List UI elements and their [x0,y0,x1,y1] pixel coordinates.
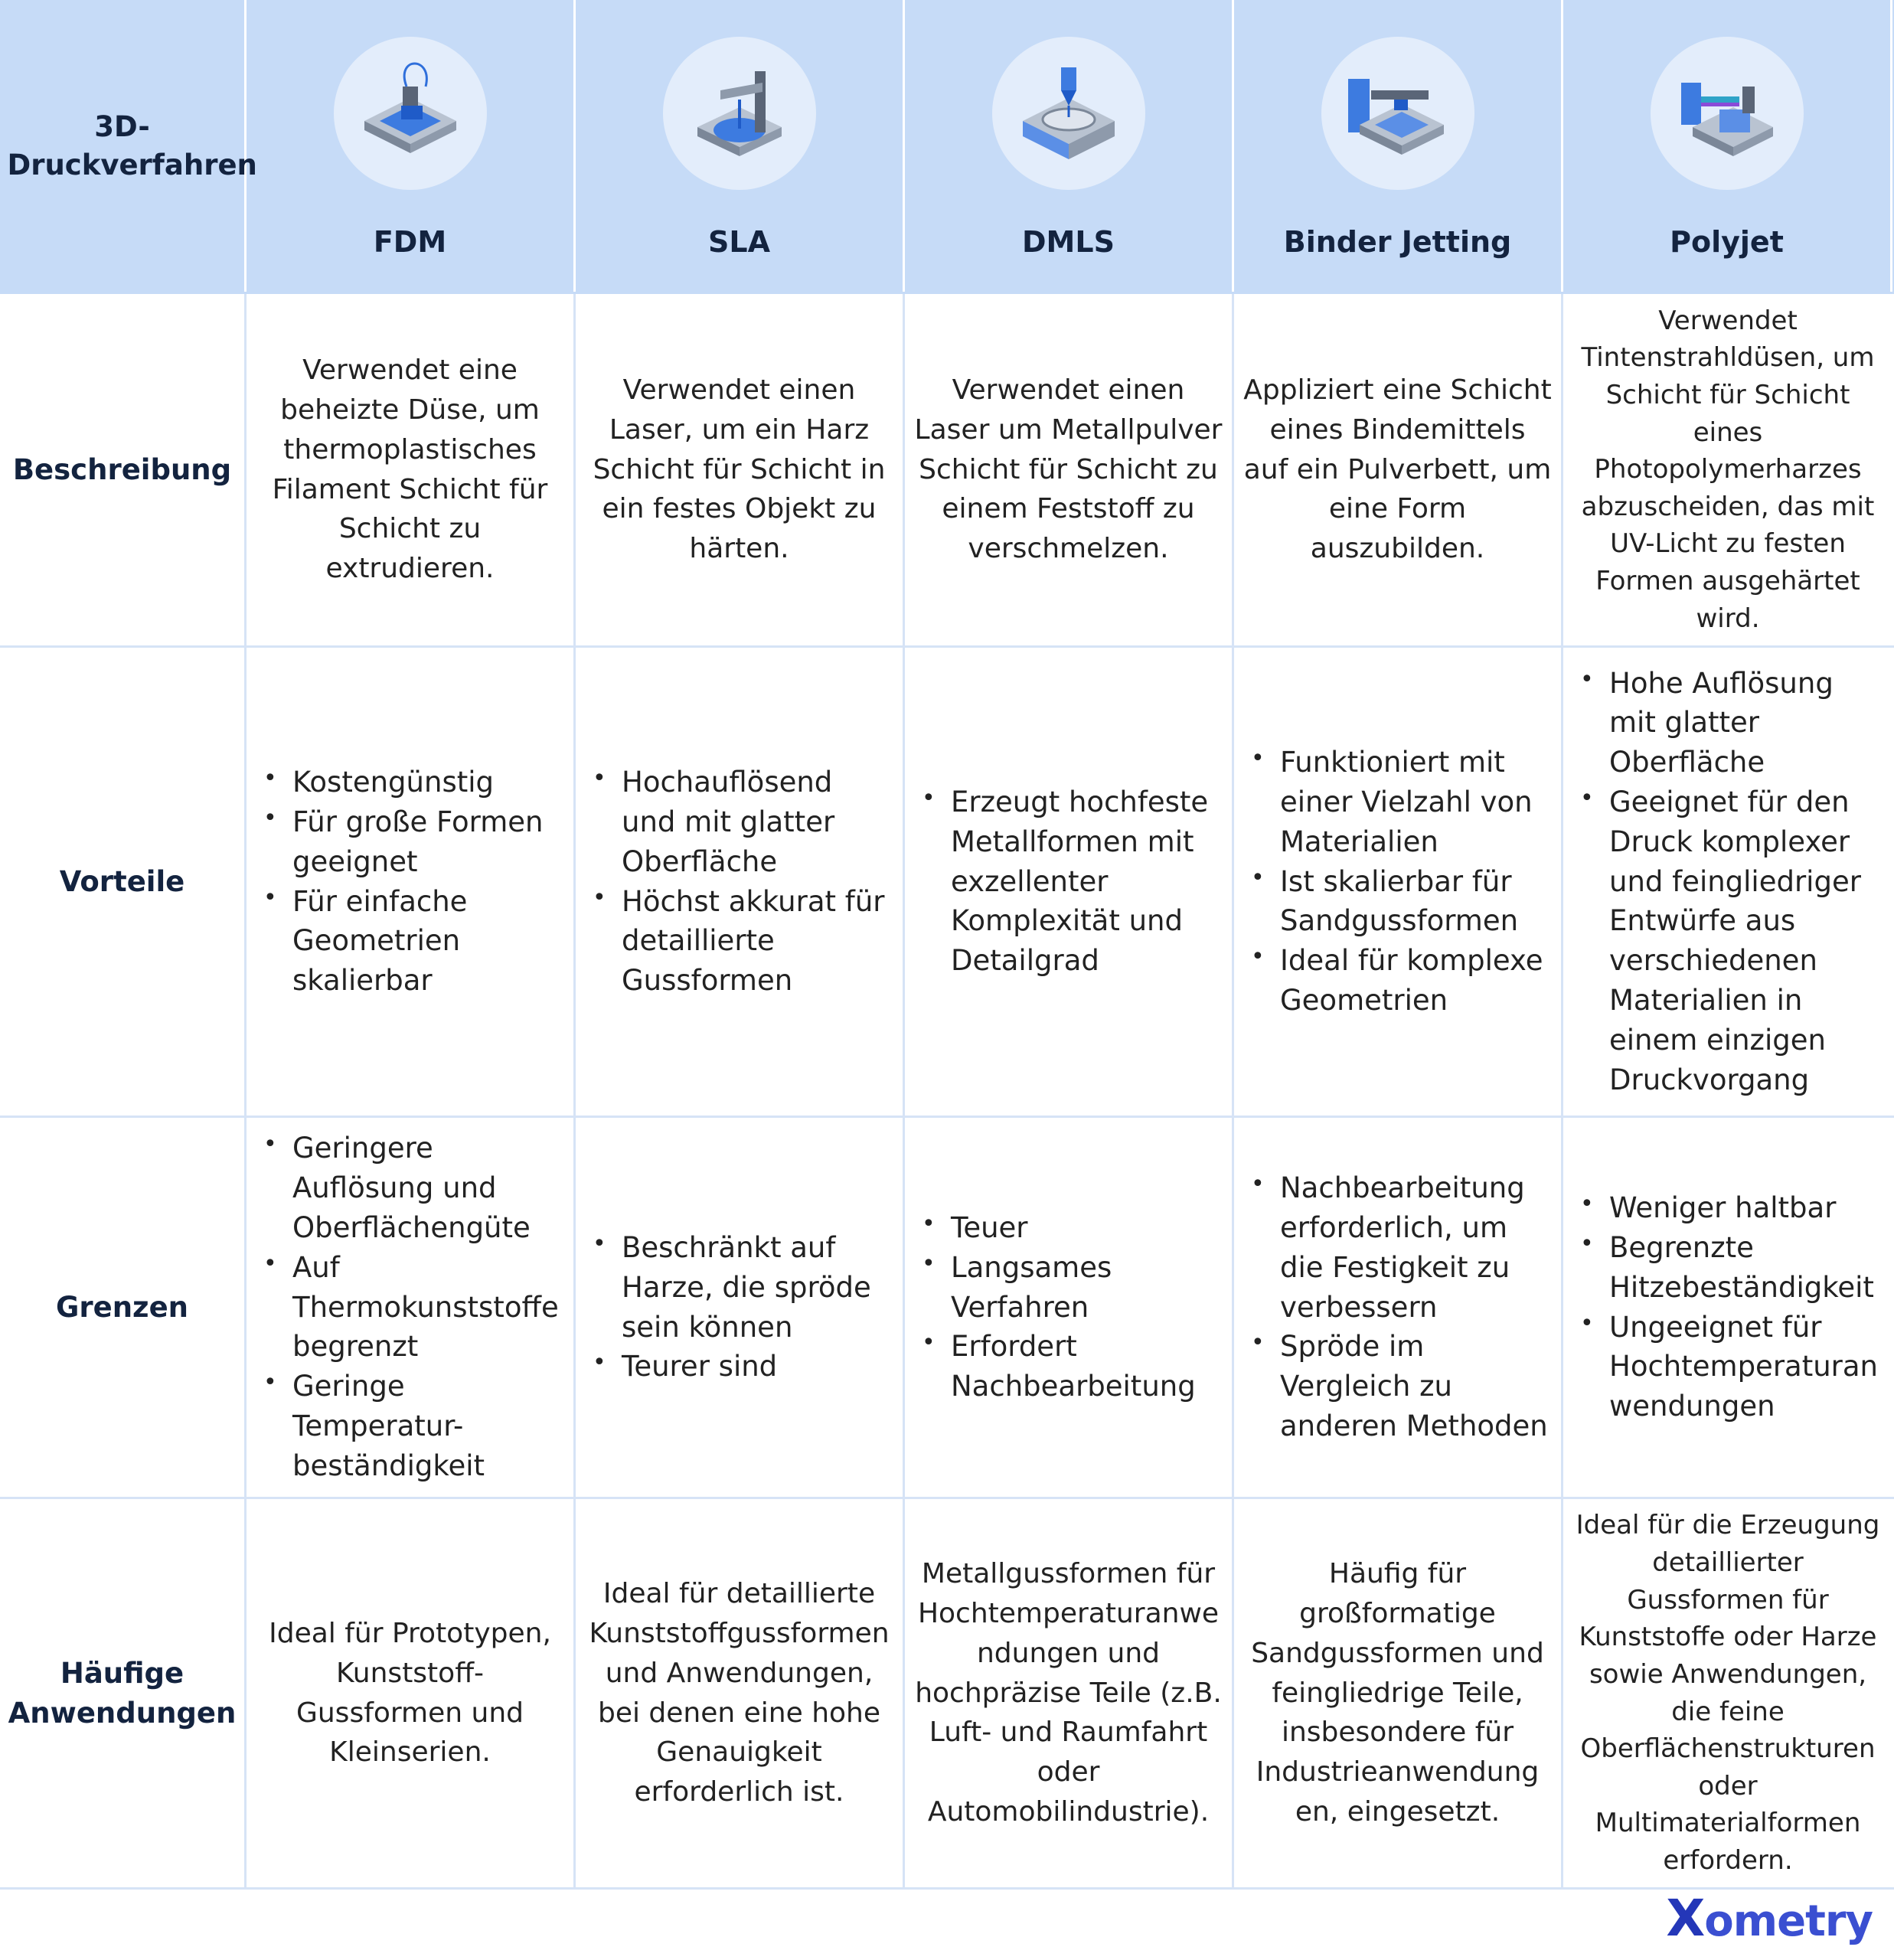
row-label-anwendungen: Häufige Anwendungen [8,1656,237,1730]
table-cell [905,1499,1234,1887]
row-label-vorteile: Vorteile [59,864,185,898]
method-name-dmls: DMLS [1022,225,1115,259]
method-name-polyjet: Polyjet [1670,225,1784,259]
table-cell [1563,648,1892,1116]
table-cell [1563,1118,1892,1497]
list-item: • Funktioniert mit einer Vielzahl von Materialien [1251,743,1552,861]
list-item: • Beschränkt auf Harze, die spröde sein können [593,1228,893,1347]
row-label-cell [0,648,247,1116]
application-binder-jetting: Häufig für großformatige Sandgussformen und feingliedrige Teile, insbesondere für Industrieanwendung en, eingesetzt. [1251,1558,1544,1828]
header-cell-binder-jetting [1234,0,1563,292]
header-cell-dmls [905,0,1234,292]
bullet-list [1563,664,1892,1100]
table-cell [1234,294,1563,645]
table-cell [1563,1499,1892,1887]
table-cell [247,1118,576,1497]
bullet-list [905,1208,1232,1406]
table-row-beschreibung [0,294,1894,648]
application-fdm: Ideal für Prototypen, Kunststoff-Gussformen und Kleinserien. [269,1617,551,1769]
table-cell [905,294,1234,645]
method-name-fdm: FDM [373,225,447,259]
list-item: • Begrenzte Hitzebeständigkeit [1580,1228,1883,1308]
list-item: • Hohe Auflösung mit glatter Oberfläche [1580,664,1883,782]
list-item: • Nachbearbeitung erforderlich, um die Festigkeit zu verbessern [1251,1168,1552,1327]
header-cell-polyjet [1563,0,1892,292]
logo-x: X [1666,1889,1705,1948]
bullet-list [905,782,1232,981]
table-cell [247,1499,576,1887]
method-name-sla: SLA [708,225,770,259]
bullet-list [576,763,903,1001]
method-name-binder-jetting: Binder Jetting [1283,225,1512,259]
table-cell [576,1499,905,1887]
header-cell-sla [576,0,905,292]
table-cell [905,1118,1234,1497]
list-item: • Hochauflösend und mit glatter Oberfläche [593,763,893,881]
application-dmls: Metallgussformen für Hochtemperaturanwe ndungen und hochpräzise Teile (z.B. Luft- und Raumfahrt oder Automobilindustrie). [915,1558,1222,1828]
bullet-list [247,763,573,1001]
table-row-anwendungen [0,1499,1894,1890]
table-row-vorteile [0,648,1894,1118]
list-item: • Langsames Verfahren [922,1248,1223,1328]
bullet-list [576,1228,903,1387]
list-item: • Kostengünstig [263,763,564,802]
table-cell [905,648,1234,1116]
application-sla: Ideal für detaillierte Kunststoffgussformen und Anwendungen, bei denen eine hohe Genauigkeit erforderlich ist. [589,1578,890,1808]
list-item: • Teurer sind [593,1347,893,1387]
description-dmls: Verwendet einen Laser um Metallpulver Schicht für Schicht zu einem Feststoff zu verschmelzen. [914,374,1223,565]
description-sla: Verwendet einen Laser, um ein Harz Schicht für Schicht in ein festes Objekt zu härten. [593,374,886,565]
table-cell [1563,294,1892,645]
table-row-grenzen [0,1118,1894,1499]
description-fdm: Verwendet eine beheizte Düse, um thermoplastisches Filament Schicht für Schicht zu extrudieren. [272,354,548,585]
description-binder-jetting: Appliziert eine Schicht eines Bindemittels auf ein Pulverbett, um eine Form auszubilden. [1243,374,1552,565]
list-item: • Für große Formen geeignet [263,802,564,882]
list-item: • Ist skalierbar für Sandgussformen [1251,862,1552,942]
list-item: • Weniger haltbar [1580,1188,1883,1228]
table-cell [1234,1118,1563,1497]
application-polyjet: Ideal für die Erzeugung detaillierter Gussformen für Kunststoffe oder Harze sowie Anwendungen, die feine Oberflächenstrukturen oder Multimaterialformen erfordern. [1576,1510,1880,1876]
list-item: • Für einfache Geometrien skalierbar [263,882,564,1001]
list-item: • Spröde im Vergleich zu anderen Methoden [1251,1327,1552,1446]
list-item: • Höchst akkurat für detaillierte Gussformen [593,882,893,1001]
table-header-row [0,0,1894,294]
list-item: • Teuer [922,1208,1223,1248]
table-cell [247,648,576,1116]
bullet-list [247,1129,573,1485]
table-cell [1234,1499,1563,1887]
table-cell [576,648,905,1116]
list-item: • Ideal für komplexe Geometrien [1251,941,1552,1021]
row-label-cell [0,1499,247,1887]
table-cell [576,294,905,645]
binder-jetting-printer-icon [1321,37,1474,190]
list-item: • Auf Thermokunststoffe begrenzt [263,1248,564,1367]
fdm-printer-icon [334,37,487,190]
list-item: • Geeignet für den Druck komplexer und feingliedriger Entwürfe aus verschiedenen Materialien in einem einzigen Druckvorgang [1580,782,1883,1099]
row-label-cell [0,1118,247,1497]
bullet-list [1234,743,1561,1021]
list-item: • Erfordert Nachbearbeitung [922,1327,1223,1406]
bullet-list [1563,1188,1892,1426]
bullet-list [1234,1168,1561,1446]
row-label-cell [0,294,247,645]
row-label-beschreibung: Beschreibung [12,452,232,486]
logo-text: ometry [1704,1896,1873,1946]
dmls-printer-icon [992,37,1145,190]
description-polyjet: Verwendet Tintenstrahldüsen, um Schicht für Schicht eines Photopolymerharzes abzuscheiden, das mit UV-Licht zu festen Formen ausgehärtet wird. [1581,305,1875,634]
sla-printer-icon [663,37,816,190]
table-cell [576,1118,905,1497]
header-cell-fdm [247,0,576,292]
xometry-logo [1666,1889,1873,1948]
table-cell [1234,648,1563,1116]
polyjet-printer-icon [1651,37,1804,190]
list-item: • Geringere Auflösung und Oberflächengüte [263,1129,564,1247]
list-item: • Ungeeignet für Hochtemperaturan wendungen [1580,1308,1883,1426]
list-item: • Erzeugt hochfeste Metallformen mit exzellenter Komplexität und Detailgrad [922,782,1223,981]
row-label-grenzen: Grenzen [55,1290,189,1324]
list-item: • Geringe Temperatur-beständigkeit [263,1367,564,1485]
corner-label: 3D-Druckverfahren [7,109,257,181]
corner-header-cell [0,0,257,292]
table-cell [247,294,576,645]
